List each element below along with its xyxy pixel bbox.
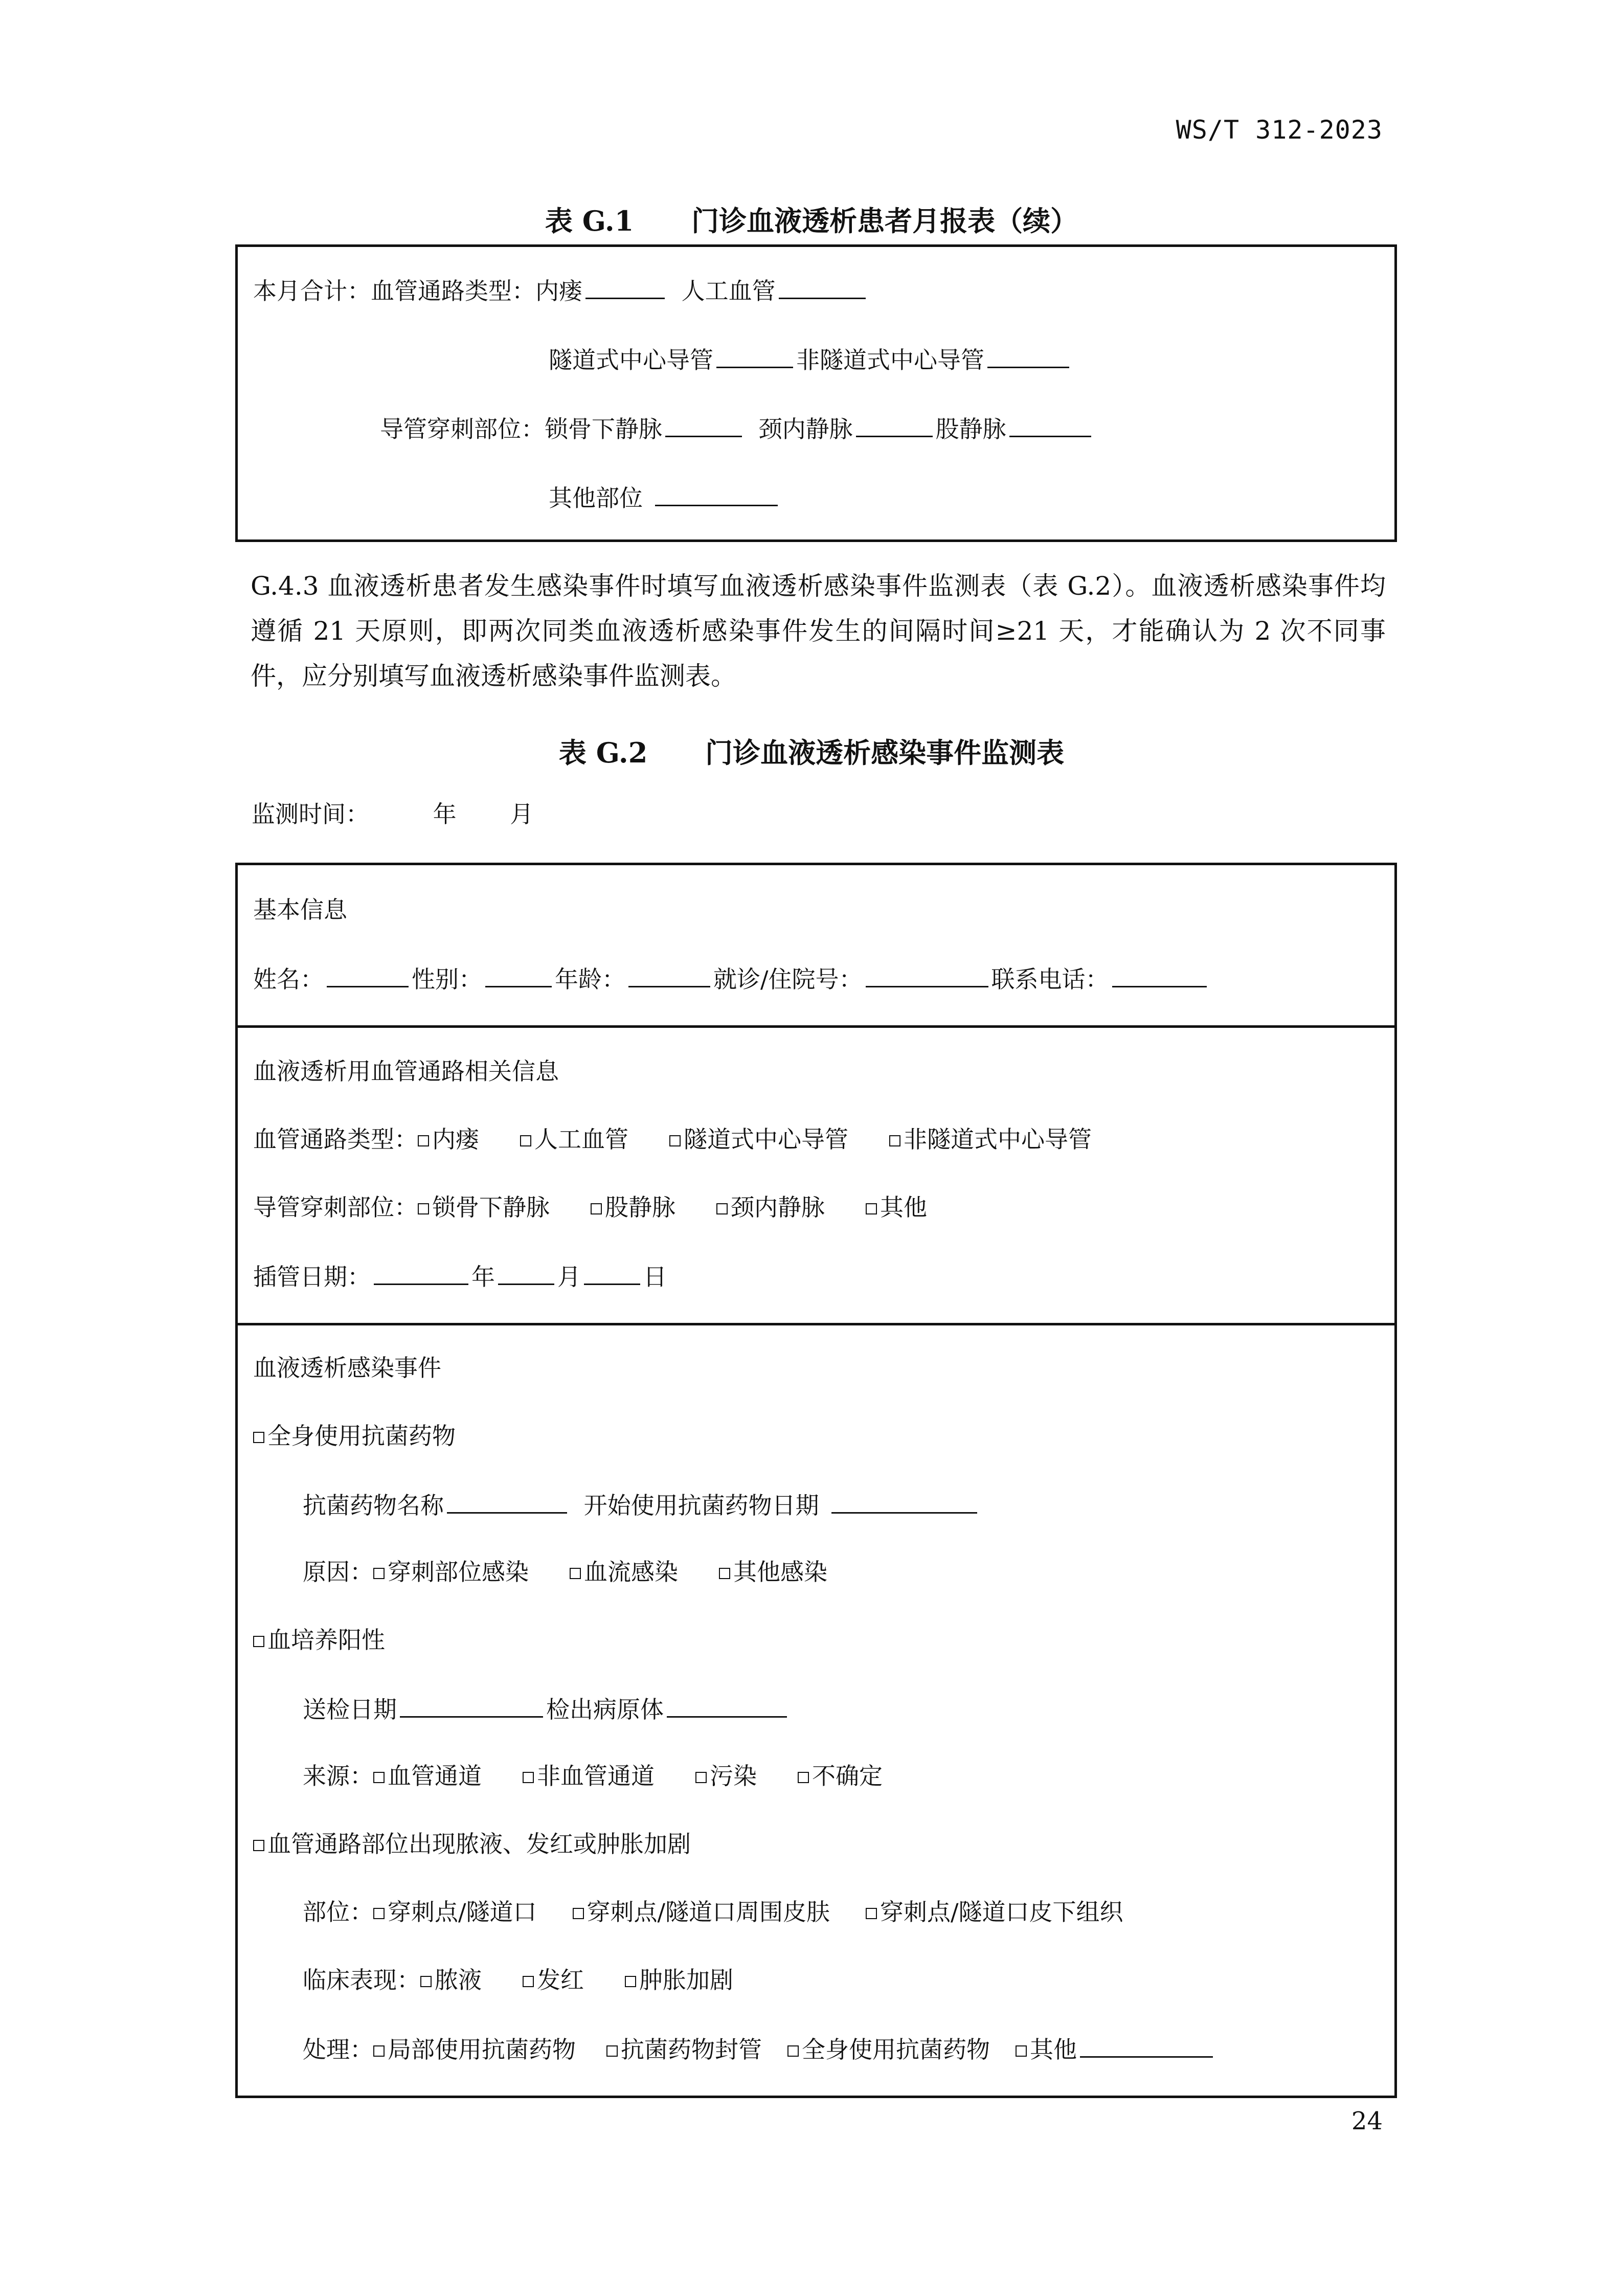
g1-femoral-label: 股静脉: [935, 415, 1006, 443]
checkbox-icon[interactable]: [573, 1908, 584, 1919]
g1-line-access-type: [253, 274, 869, 306]
drug-name-label: 抗菌药物名称: [303, 1492, 444, 1519]
name-label: 姓名：: [253, 965, 324, 993]
checkbox-icon[interactable]: [1016, 2045, 1027, 2057]
option-systemic-antibiotic[interactable]: [787, 2036, 990, 2063]
option-contamination[interactable]: [695, 1762, 757, 1790]
basic-info-title: 基本信息: [253, 896, 347, 924]
g1-line-other: [549, 481, 781, 513]
site-label: 部位：: [303, 1898, 373, 1926]
source-row: [303, 1761, 923, 1791]
checkbox-icon[interactable]: [420, 1976, 432, 1987]
option-label: 锁骨下静脉: [432, 1194, 550, 1221]
age-field[interactable]: [628, 962, 710, 987]
option-tunneled-catheter[interactable]: [669, 1126, 848, 1153]
puncture-site-row: [253, 1192, 968, 1223]
option-label: 不确定: [812, 1762, 883, 1790]
checkbox-icon[interactable]: [520, 1135, 531, 1146]
phone-label: 联系电话：: [991, 965, 1109, 993]
gender-label: 性别：: [412, 965, 482, 993]
insertion-date-row: [253, 1260, 667, 1292]
femoral-blank[interactable]: [1009, 412, 1091, 437]
option-surrounding-skin[interactable]: [573, 1898, 830, 1926]
events-title: 血液透析感染事件: [253, 1354, 441, 1382]
option-lock[interactable]: [606, 2036, 762, 2063]
monitor-time-label: 监测时间：: [252, 800, 369, 828]
local-sign-label: 血管通路部位出现脓液、发红或肿胀加剧: [267, 1830, 691, 1858]
checkbox-icon[interactable]: [523, 1976, 534, 1987]
other-treatment-field[interactable]: [1080, 2033, 1213, 2058]
checkbox-icon[interactable]: [523, 1772, 534, 1783]
clinical-row: [303, 1965, 774, 1995]
option-non-vascular-access[interactable]: [523, 1762, 655, 1790]
page-number: 24: [1351, 2107, 1383, 2135]
option-label: 其他: [1030, 2036, 1077, 2063]
option-label: 血管通道: [388, 1762, 482, 1790]
checkbox-icon[interactable]: [669, 1135, 681, 1146]
checkbox-icon[interactable]: [373, 2045, 385, 2057]
checkbox-icon[interactable]: [373, 1908, 385, 1919]
option-label: 股静脉: [605, 1194, 675, 1221]
pathogen-label: 检出病原体: [546, 1696, 664, 1723]
separator-2: [238, 1323, 1394, 1325]
g1-jugular-label: 颈内静脉: [758, 415, 853, 443]
option-pus[interactable]: [420, 1966, 482, 1994]
checkbox-icon[interactable]: [719, 1568, 730, 1579]
puncture-site-label: 导管穿刺部位：: [253, 1194, 418, 1221]
checkbox-icon[interactable]: [787, 2045, 799, 2057]
checkbox-icon[interactable]: [866, 1203, 877, 1214]
insertion-year-field[interactable]: [374, 1260, 468, 1285]
clinical-label: 临床表现：: [303, 1966, 420, 1994]
option-puncture-infection[interactable]: [373, 1558, 529, 1586]
option-label: 穿刺点/隧道口: [388, 1898, 537, 1926]
access-info-title: 血液透析用血管通路相关信息: [253, 1057, 559, 1085]
checkbox-icon[interactable]: [716, 1203, 728, 1214]
table-g2-box: [235, 863, 1397, 2098]
g1-line-site: [380, 412, 1094, 444]
option-label: 颈内静脉: [731, 1194, 825, 1221]
option-label: 发红: [537, 1966, 584, 1994]
start-date-label: 开始使用抗菌药物日期: [583, 1492, 819, 1519]
basic-info-fields: [253, 962, 1210, 995]
option-redness[interactable]: [523, 1966, 584, 1994]
antibiotic-name-row: [303, 1489, 980, 1521]
insertion-month-label: 月: [557, 1263, 581, 1291]
option-label: 隧道式中心导管: [684, 1126, 848, 1153]
subclavian-blank[interactable]: [665, 412, 742, 437]
access-type-label: 血管通路类型：: [253, 1126, 418, 1153]
option-label: 非隧道式中心导管: [904, 1126, 1092, 1153]
option-label: 内瘘: [432, 1126, 479, 1153]
checkbox-icon[interactable]: [373, 1772, 385, 1783]
pathogen-field[interactable]: [667, 1693, 787, 1718]
blood-culture-label: 血培养阳性: [267, 1626, 385, 1654]
checkbox-icon[interactable]: [695, 1772, 707, 1783]
reason-label: 原因：: [303, 1558, 373, 1586]
option-label: 非血管通道: [537, 1762, 655, 1790]
table-g1-caption: 表 G.1 门诊血液透析患者月报表（续）: [545, 205, 1078, 237]
option-label: 穿刺点/隧道口周围皮肤: [587, 1898, 830, 1926]
option-graft[interactable]: [520, 1126, 628, 1153]
checkbox-icon[interactable]: [418, 1135, 429, 1146]
option-fistula[interactable]: [418, 1126, 479, 1153]
phone-field[interactable]: [1112, 962, 1207, 987]
g1-other-label: 其他部位: [549, 484, 643, 512]
table-g2-caption: 表 G.2 门诊血液透析感染事件监测表: [558, 736, 1065, 769]
g1-graft-label: 人工血管: [681, 277, 776, 305]
checkbox-icon[interactable]: [373, 1568, 385, 1579]
start-date-field[interactable]: [831, 1489, 977, 1514]
systemic-antibiotic-label: 全身使用抗菌药物: [267, 1422, 456, 1450]
source-label: 来源：: [303, 1762, 373, 1790]
separator-1: [238, 1025, 1394, 1028]
g1-nontunneled-label: 非隧道式中心导管: [796, 346, 984, 374]
send-date-row: [303, 1693, 790, 1725]
monitor-time-line: [252, 799, 533, 829]
checkbox-icon[interactable]: [625, 1976, 636, 1987]
option-local-antibiotic[interactable]: [373, 2036, 576, 2063]
g1-line-catheter: [549, 343, 1072, 375]
checkbox-icon[interactable]: [606, 2045, 618, 2057]
option-label: 血流感染: [584, 1558, 678, 1586]
option-label: 局部使用抗菌药物: [388, 2036, 576, 2063]
option-bloodstream-infection[interactable]: [570, 1558, 678, 1586]
checkbox-icon[interactable]: [253, 1432, 264, 1443]
local-sign-row[interactable]: [253, 1829, 691, 1859]
record-no-field[interactable]: [866, 962, 988, 987]
send-date-field[interactable]: [400, 1693, 543, 1718]
reason-row: [303, 1557, 868, 1587]
checkbox-icon[interactable]: [889, 1135, 900, 1146]
insertion-month-field[interactable]: [498, 1260, 554, 1285]
insertion-day-field[interactable]: [584, 1260, 640, 1285]
name-field[interactable]: [327, 962, 409, 987]
option-label: 穿刺部位感染: [388, 1558, 529, 1586]
option-swelling[interactable]: [625, 1966, 733, 1994]
systemic-antibiotic-row[interactable]: [253, 1421, 456, 1451]
table-g1-box: [235, 244, 1397, 542]
monitor-month: 月: [510, 800, 534, 828]
drug-name-field[interactable]: [447, 1489, 567, 1514]
treatment-label: 处理：: [303, 2036, 373, 2063]
option-label: 其他: [880, 1194, 927, 1221]
record-no-label: 就诊/住院号：: [713, 965, 863, 993]
graft-blank[interactable]: [779, 274, 866, 299]
option-other-treatment[interactable]: [1016, 2036, 1077, 2063]
send-date-label: 送检日期: [303, 1696, 397, 1723]
option-subcutaneous[interactable]: [866, 1898, 1123, 1926]
insertion-date-label: 插管日期：: [253, 1263, 371, 1291]
option-other-infection[interactable]: [719, 1558, 827, 1586]
site-row: [303, 1897, 1164, 1927]
jugular-blank[interactable]: [856, 412, 933, 437]
age-label: 年龄：: [555, 965, 625, 993]
option-nontunneled-catheter[interactable]: [889, 1126, 1092, 1153]
insertion-day-label: 日: [643, 1263, 667, 1291]
option-label: 穿刺点/隧道口皮下组织: [880, 1898, 1123, 1926]
insertion-year-label: 年: [471, 1263, 495, 1291]
g1-tunneled-label: 隧道式中心导管: [549, 346, 713, 374]
access-type-row: [253, 1124, 1133, 1155]
option-label: 抗菌药物封管: [621, 2036, 762, 2063]
checkbox-icon[interactable]: [591, 1203, 602, 1214]
option-label: 污染: [710, 1762, 757, 1790]
option-label: 全身使用抗菌药物: [802, 2036, 990, 2063]
option-subclavian[interactable]: [418, 1194, 550, 1221]
checkbox-icon[interactable]: [798, 1772, 809, 1783]
blood-culture-row[interactable]: [253, 1625, 385, 1655]
option-label: 人工血管: [534, 1126, 628, 1153]
monitor-year: 年: [433, 800, 457, 828]
treatment-row: [303, 2033, 1216, 2065]
option-puncture-point[interactable]: [373, 1898, 537, 1926]
other-site-blank[interactable]: [655, 481, 778, 506]
option-uncertain[interactable]: [798, 1762, 883, 1790]
gender-field[interactable]: [485, 962, 552, 987]
checkbox-icon[interactable]: [253, 1840, 264, 1851]
checkbox-icon[interactable]: [866, 1908, 877, 1919]
option-label: 脓液: [435, 1966, 482, 1994]
option-vascular-access[interactable]: [373, 1762, 482, 1790]
nontunneled-blank[interactable]: [987, 343, 1069, 368]
checkbox-icon[interactable]: [570, 1568, 581, 1579]
tunneled-blank[interactable]: [716, 343, 793, 368]
g1-access-type-label: 本月合计：血管通路类型：内瘘: [253, 277, 582, 305]
checkbox-icon[interactable]: [253, 1636, 264, 1647]
option-other-site[interactable]: [866, 1194, 927, 1221]
option-jugular[interactable]: [716, 1194, 825, 1221]
g1-site-label: 导管穿刺部位：锁骨下静脉: [380, 415, 662, 443]
option-femoral[interactable]: [591, 1194, 675, 1221]
paragraph-g43: G.4.3 血液透析患者发生感染事件时填写血液透析感染事件监测表（表 G.2）。血液透析感染事件均遵循 21 天原则，即两次同类血液透析感染事件发生的间隔时间≥21 天，才能确认为 2 次不同事件，应分别填写血液透析感染事件监测表。: [251, 571, 1386, 691]
option-label: 肿胀加剧: [639, 1966, 733, 1994]
option-label: 其他感染: [733, 1558, 827, 1586]
checkbox-icon[interactable]: [418, 1203, 429, 1214]
document-code: WS/T 312-2023: [1176, 115, 1383, 145]
fistula-blank[interactable]: [585, 274, 665, 299]
